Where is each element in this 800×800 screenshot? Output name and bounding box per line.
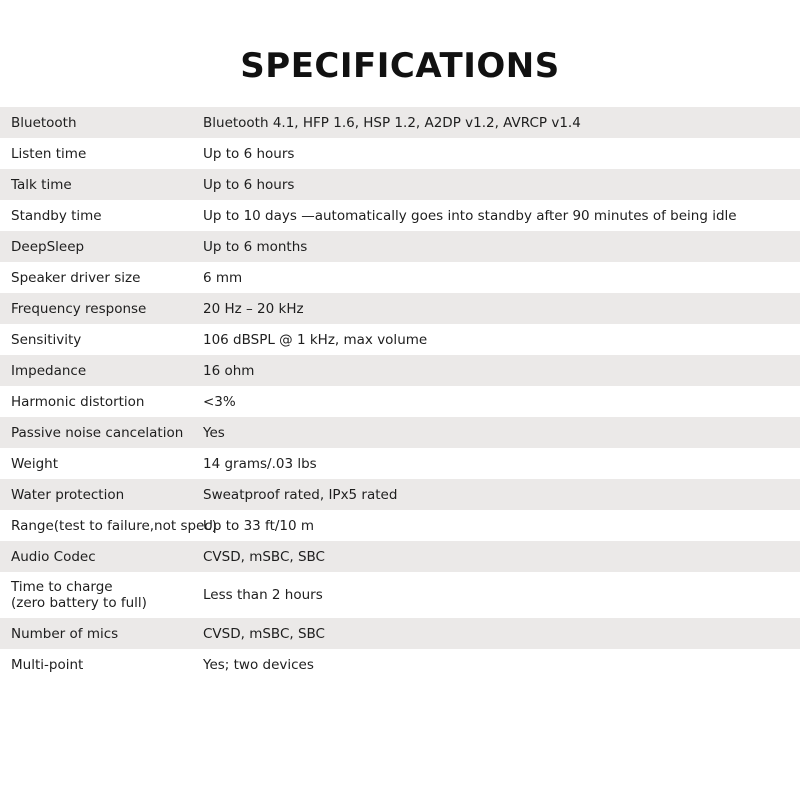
spec-row-listen-time [0,138,800,169]
spec-label: Audio Codec [11,548,96,565]
spec-label: Water protection [11,486,125,503]
spec-label: Standby time [11,207,102,224]
spec-row-bluetooth [0,107,800,138]
spec-label-line-2: (zero battery to full) [11,595,147,611]
spec-value: 106 dBSPL @ 1 kHz, max volume [203,331,428,348]
spec-label: DeepSleep [11,238,85,255]
spec-label: Harmonic distortion [11,393,145,410]
spec-row-multi-point [0,649,800,680]
spec-row-range [0,510,800,541]
spec-row-time-to-charge [0,572,800,618]
spec-value: Bluetooth 4.1, HFP 1.6, HSP 1.2, A2DP v1.2, AVRCP v1.4 [203,114,581,131]
spec-value: Yes; two devices [203,656,314,673]
spec-value: CVSD, mSBC, SBC [203,548,325,565]
spec-label: Weight [11,455,59,472]
spec-label: Bluetooth [11,114,77,131]
spec-value: 16 ohm [203,362,255,379]
page-title: SPECIFICATIONS [240,46,560,86]
spec-label: Listen time [11,145,87,162]
spec-label: Number of mics [11,625,119,642]
spec-row-speaker-driver-size [0,262,800,293]
spec-value: Up to 6 hours [203,176,295,193]
spec-row-weight [0,448,800,479]
spec-value: Up to 10 days —automatically goes into standby after 90 minutes of being idle [203,207,737,224]
spec-label: Sensitivity [11,331,82,348]
spec-value: Yes [203,424,225,441]
spec-value: CVSD, mSBC, SBC [203,625,325,642]
spec-label: Passive noise cancelation [11,424,184,441]
spec-row-standby-time [0,200,800,231]
spec-row-frequency-response [0,293,800,324]
spec-label: Impedance [11,362,87,379]
spec-label-line-1: Time to charge [11,579,113,595]
spec-value: Up to 33 ft/10 m [203,517,315,534]
spec-value: 20 Hz – 20 kHz [203,300,304,317]
spec-row-deepsleep [0,231,800,262]
spec-label: Talk time [11,176,72,193]
spec-label: Speaker driver size [11,269,141,286]
spec-value: Sweatproof rated, IPx5 rated [203,486,398,503]
spec-row-passive-noise-cancelation [0,417,800,448]
spec-label [0,579,203,611]
spec-value: Less than 2 hours [203,587,323,603]
spec-row-audio-codec [0,541,800,572]
spec-row-sensitivity [0,324,800,355]
spec-label: Range(test to failure,not spec) [11,517,218,534]
spec-row-number-of-mics [0,618,800,649]
spec-value: 6 mm [203,269,243,286]
specifications-table [0,107,800,680]
spec-row-talk-time [0,169,800,200]
spec-row-impedance [0,355,800,386]
spec-value: <3% [203,393,236,410]
spec-row-water-protection [0,479,800,510]
spec-value: 14 grams/.03 lbs [203,455,317,472]
spec-label: Frequency response [11,300,147,317]
spec-row-harmonic-distortion [0,386,800,417]
spec-label: Multi-point [11,656,84,673]
spec-value: Up to 6 months [203,238,308,255]
spec-value: Up to 6 hours [203,145,295,162]
